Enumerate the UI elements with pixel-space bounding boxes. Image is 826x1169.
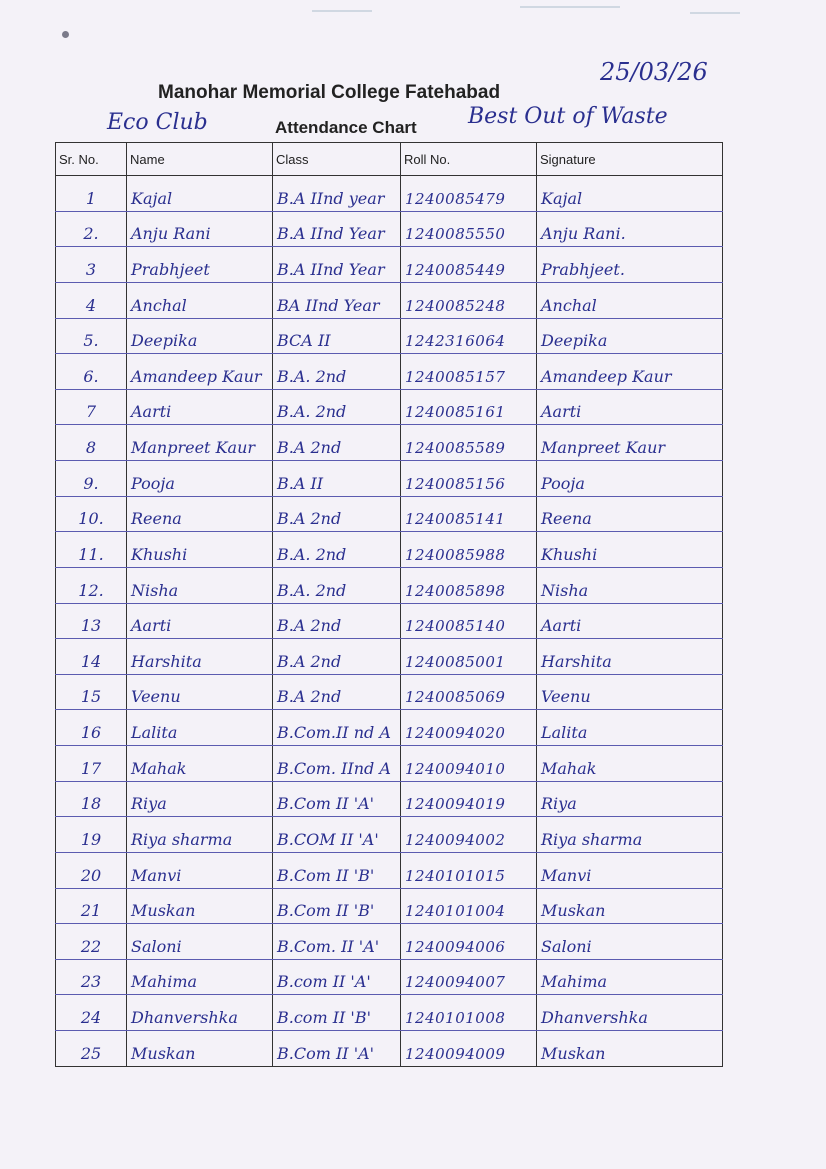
table-row — [56, 496, 723, 532]
chart-title: Attendance Chart — [275, 118, 417, 137]
signature-cell: Nisha — [537, 567, 723, 603]
table-row — [56, 532, 723, 568]
roll-no-cell: 1240094010 — [401, 746, 537, 782]
name-cell: Manvi — [127, 852, 273, 888]
table-row — [56, 817, 723, 853]
class-cell: B.A 2nd — [273, 496, 401, 532]
name-cell: Riya sharma — [127, 817, 273, 853]
roll-no-cell: 1240101004 — [401, 888, 537, 924]
class-cell: B.Com II 'A' — [273, 1031, 401, 1067]
sr-no-cell: 3 — [56, 247, 127, 283]
class-cell: B.A IInd Year — [273, 247, 401, 283]
name-cell: Amandeep Kaur — [127, 354, 273, 390]
col-header-class: Class — [273, 143, 401, 176]
class-cell: B.A. 2nd — [273, 567, 401, 603]
name-cell: Khushi — [127, 532, 273, 568]
class-cell: B.Com II 'B' — [273, 888, 401, 924]
roll-no-cell: 1240085479 — [401, 176, 537, 212]
table-row — [56, 995, 723, 1031]
signature-cell: Mahak — [537, 746, 723, 782]
table-row — [56, 389, 723, 425]
roll-no-cell: 1240085141 — [401, 496, 537, 532]
class-cell: B.Com. IInd A — [273, 746, 401, 782]
class-cell: B.A 2nd — [273, 639, 401, 675]
signature-cell: Aarti — [537, 389, 723, 425]
roll-no-cell: 1240094002 — [401, 817, 537, 853]
table-row — [56, 852, 723, 888]
table-row — [56, 746, 723, 782]
sr-no-cell: 25 — [56, 1031, 127, 1067]
sr-no-cell: 23 — [56, 959, 127, 995]
table-row — [56, 959, 723, 995]
table-row — [56, 639, 723, 675]
signature-cell: Deepika — [537, 318, 723, 354]
table-row — [56, 247, 723, 283]
table-row — [56, 567, 723, 603]
roll-no-cell: 1240101015 — [401, 852, 537, 888]
table-row — [56, 710, 723, 746]
class-cell: B.Com II 'A' — [273, 781, 401, 817]
sr-no-cell: 19 — [56, 817, 127, 853]
roll-no-cell: 1240085988 — [401, 532, 537, 568]
sr-no-cell: 21 — [56, 888, 127, 924]
class-cell: B.A 2nd — [273, 603, 401, 639]
table-row — [56, 461, 723, 497]
name-cell: Manpreet Kaur — [127, 425, 273, 461]
sr-no-cell: 24 — [56, 995, 127, 1031]
sr-no-cell: 11. — [56, 532, 127, 568]
name-cell: Veenu — [127, 674, 273, 710]
name-cell: Aarti — [127, 603, 273, 639]
name-cell: Anchal — [127, 282, 273, 318]
sr-no-cell: 10. — [56, 496, 127, 532]
roll-no-cell: 1240094009 — [401, 1031, 537, 1067]
sr-no-cell: 9. — [56, 461, 127, 497]
signature-cell: Muskan — [537, 888, 723, 924]
signature-cell: Prabhjeet. — [537, 247, 723, 283]
col-header-sr-no: Sr. No. — [56, 143, 127, 176]
table-row — [56, 674, 723, 710]
sr-no-cell: 4 — [56, 282, 127, 318]
roll-no-cell: 1240085069 — [401, 674, 537, 710]
class-cell: B.Com II 'B' — [273, 852, 401, 888]
class-cell: B.A II — [273, 461, 401, 497]
roll-no-cell: 1240085589 — [401, 425, 537, 461]
name-cell: Muskan — [127, 1031, 273, 1067]
name-cell: Harshita — [127, 639, 273, 675]
roll-no-cell: 1240085140 — [401, 603, 537, 639]
name-cell: Dhanvershka — [127, 995, 273, 1031]
signature-cell: Lalita — [537, 710, 723, 746]
roll-no-cell: 1240085550 — [401, 211, 537, 247]
table-row — [56, 425, 723, 461]
signature-cell: Riya — [537, 781, 723, 817]
name-cell: Lalita — [127, 710, 273, 746]
name-cell: Riya — [127, 781, 273, 817]
roll-no-cell: 1240094006 — [401, 924, 537, 960]
class-cell: B.A. 2nd — [273, 389, 401, 425]
table-row — [56, 603, 723, 639]
roll-no-cell: 1240094019 — [401, 781, 537, 817]
roll-no-cell: 1240085248 — [401, 282, 537, 318]
table-row — [56, 211, 723, 247]
sr-no-cell: 1 — [56, 176, 127, 212]
col-header-name: Name — [127, 143, 273, 176]
name-cell: Kajal — [127, 176, 273, 212]
name-cell: Aarti — [127, 389, 273, 425]
signature-cell: Anchal — [537, 282, 723, 318]
col-header-signature: Signature — [537, 143, 723, 176]
name-cell: Anju Rani — [127, 211, 273, 247]
roll-no-cell: 1240085161 — [401, 389, 537, 425]
scan-artifact — [690, 12, 740, 14]
sr-no-cell: 22 — [56, 924, 127, 960]
class-cell: BA IInd Year — [273, 282, 401, 318]
class-cell: B.A. 2nd — [273, 532, 401, 568]
roll-no-cell: 1240085157 — [401, 354, 537, 390]
roll-no-cell: 1240085156 — [401, 461, 537, 497]
signature-cell: Manvi — [537, 852, 723, 888]
page-mark — [62, 31, 69, 38]
signature-cell: Aarti — [537, 603, 723, 639]
table-row — [56, 318, 723, 354]
name-cell: Mahima — [127, 959, 273, 995]
table-header-row — [56, 143, 723, 176]
class-cell: BCA II — [273, 318, 401, 354]
sr-no-cell: 20 — [56, 852, 127, 888]
col-header-roll-no: Roll No. — [401, 143, 537, 176]
class-cell: B.A IInd year — [273, 176, 401, 212]
name-cell: Mahak — [127, 746, 273, 782]
roll-no-cell: 1240085001 — [401, 639, 537, 675]
roll-no-cell: 1240085449 — [401, 247, 537, 283]
table-row — [56, 282, 723, 318]
roll-no-cell: 1240085898 — [401, 567, 537, 603]
signature-cell: Dhanvershka — [537, 995, 723, 1031]
name-cell: Saloni — [127, 924, 273, 960]
sr-no-cell: 14 — [56, 639, 127, 675]
sr-no-cell: 12. — [56, 567, 127, 603]
event-name: Best Out of Waste — [468, 104, 668, 129]
class-cell: B.A IInd Year — [273, 211, 401, 247]
scan-artifact — [312, 10, 372, 12]
class-cell: B.com II 'B' — [273, 995, 401, 1031]
signature-cell: Amandeep Kaur — [537, 354, 723, 390]
name-cell: Deepika — [127, 318, 273, 354]
name-cell: Pooja — [127, 461, 273, 497]
class-cell: B.Com. II 'A' — [273, 924, 401, 960]
signature-cell: Pooja — [537, 461, 723, 497]
signature-cell: Riya sharma — [537, 817, 723, 853]
signature-cell: Kajal — [537, 176, 723, 212]
sr-no-cell: 8 — [56, 425, 127, 461]
table-row — [56, 924, 723, 960]
signature-cell: Saloni — [537, 924, 723, 960]
sr-no-cell: 15 — [56, 674, 127, 710]
roll-no-cell: 1240094007 — [401, 959, 537, 995]
scan-artifact — [520, 6, 620, 8]
sr-no-cell: 18 — [56, 781, 127, 817]
date-text: 25/03/26 — [600, 58, 708, 86]
table-row — [56, 888, 723, 924]
class-cell: B.com II 'A' — [273, 959, 401, 995]
signature-cell: Mahima — [537, 959, 723, 995]
signature-cell: Manpreet Kaur — [537, 425, 723, 461]
sr-no-cell: 6. — [56, 354, 127, 390]
class-cell: B.Com.II nd A — [273, 710, 401, 746]
signature-cell: Muskan — [537, 1031, 723, 1067]
college-name: Manohar Memorial College Fatehabad — [158, 82, 501, 103]
sr-no-cell: 2. — [56, 211, 127, 247]
table-row — [56, 354, 723, 390]
signature-cell: Veenu — [537, 674, 723, 710]
signature-cell: Anju Rani. — [537, 211, 723, 247]
sr-no-cell: 13 — [56, 603, 127, 639]
name-cell: Prabhjeet — [127, 247, 273, 283]
sr-no-cell: 17 — [56, 746, 127, 782]
roll-no-cell: 1240094020 — [401, 710, 537, 746]
class-cell: B.A 2nd — [273, 674, 401, 710]
sr-no-cell: 7 — [56, 389, 127, 425]
class-cell: B.COM II 'A' — [273, 817, 401, 853]
sr-no-cell: 5. — [56, 318, 127, 354]
signature-cell: Reena — [537, 496, 723, 532]
club-name: Eco Club — [107, 110, 208, 135]
class-cell: B.A 2nd — [273, 425, 401, 461]
table-row — [56, 1031, 723, 1067]
attendance-table — [55, 142, 723, 1067]
roll-no-cell: 1242316064 — [401, 318, 537, 354]
name-cell: Muskan — [127, 888, 273, 924]
roll-no-cell: 1240101008 — [401, 995, 537, 1031]
signature-cell: Harshita — [537, 639, 723, 675]
name-cell: Reena — [127, 496, 273, 532]
signature-cell: Khushi — [537, 532, 723, 568]
table-row — [56, 781, 723, 817]
table-row — [56, 176, 723, 212]
class-cell: B.A. 2nd — [273, 354, 401, 390]
name-cell: Nisha — [127, 567, 273, 603]
sr-no-cell: 16 — [56, 710, 127, 746]
